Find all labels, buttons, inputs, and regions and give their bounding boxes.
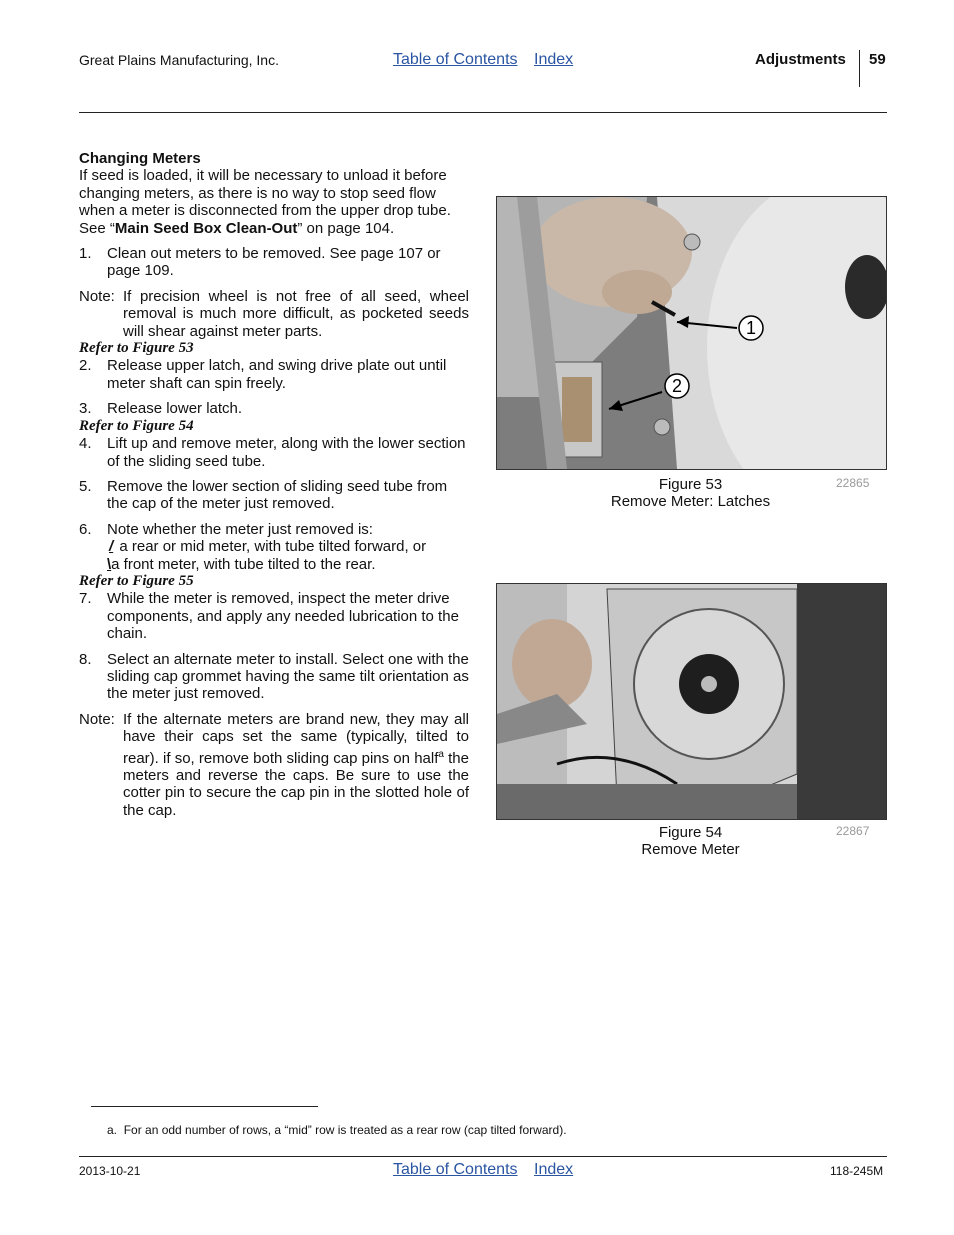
figure-53-caption: Figure 53 Remove Meter: Latches bbox=[610, 476, 771, 510]
tilt-forward-symbol: / bbox=[109, 538, 114, 556]
step-7: 7. While the meter is removed, inspect the meter drive components, and apply any needed lubrication to the chain. bbox=[79, 590, 459, 643]
company-name: Great Plains Manufacturing, Inc. bbox=[79, 52, 279, 68]
tilt-rear-symbol: \ bbox=[107, 555, 112, 573]
step-8: 8. Select an alternate meter to install. Select one with the sliding cap grommet having the same tilt orientation as the meter just removed. bbox=[79, 650, 469, 703]
figure-53-illustration bbox=[497, 197, 886, 469]
toc-link-top[interactable]: Table of Contents bbox=[393, 51, 518, 68]
figure-54-id: 22867 bbox=[836, 824, 870, 838]
footnote: a. For an odd number of rows, a “mid” row is treated as a rear row (cap tilted forward). bbox=[107, 1123, 567, 1137]
step-5: 5. Remove the lower section of sliding seed tube from the cap of the meter just removed. bbox=[79, 477, 448, 513]
section-heading: Changing Meters bbox=[79, 150, 201, 167]
step-3: 3. Release lower latch. bbox=[79, 400, 243, 418]
callout-2: 2 bbox=[671, 376, 683, 396]
index-link-bottom[interactable]: Index bbox=[534, 1161, 574, 1178]
figure-54-illustration bbox=[497, 584, 886, 819]
step-4: 4. Lift up and remove meter, along with the lower section of the sliding seed tube. bbox=[79, 435, 466, 470]
note-1: Note: If precision wheel is not free of all seed, wheel removal is much more difficult, as pocketed seeds will shear against meter parts. bbox=[79, 287, 469, 340]
index-link-top[interactable]: Index bbox=[534, 51, 574, 68]
step-6: 6. Note whether the meter just removed is: / a rear or mid meter, with tube tilted forward, or \a front meter, with tube tilted to the rear. bbox=[79, 520, 427, 573]
figure-53-photo bbox=[496, 196, 887, 470]
footer-date: 2013-10-21 bbox=[79, 1164, 141, 1178]
footnote-marker: a bbox=[438, 748, 444, 760]
step-2: 2. Release upper latch, and swing drive plate out until meter shaft can spin freely. bbox=[79, 357, 447, 392]
figure-54-caption: Figure 54 Remove Meter bbox=[641, 824, 740, 858]
step-1: 1. Clean out meters to be removed. See page 107 or page 109. bbox=[79, 245, 441, 280]
intro-paragraph: If seed is loaded, it will be necessary to unload it before changing meters, as there is no way to stop seed flow when a meter is disconnected from the upper drop tube. See “Main Seed Box Clean-Out” on page 104. bbox=[79, 167, 451, 237]
header-divider bbox=[859, 50, 860, 87]
footnote-rule bbox=[91, 1106, 318, 1107]
toc-link-bottom[interactable]: Table of Contents bbox=[393, 1161, 518, 1178]
refer-figure-55: Refer to Figure 55 bbox=[79, 572, 194, 589]
figure-53-id: 22865 bbox=[836, 476, 870, 490]
refer-figure-54: Refer to Figure 54 bbox=[79, 417, 194, 434]
header-rule bbox=[79, 112, 887, 113]
section-title: Adjustments bbox=[755, 51, 846, 68]
note-2: Note: If the alternate meters are brand new, they may all have their caps set the same (typically, tilted to rear). if so, remove both sliding cap pins on half$^a$ the meters and reverse the caps. Be sure to use the cotter pin to secure the cap pin in the slotted hole of the cap. bbox=[79, 710, 469, 819]
document-number: 118-245M bbox=[830, 1164, 884, 1178]
page-number: 59 bbox=[869, 51, 886, 68]
main-text-column bbox=[79, 150, 469, 819]
callout-1: 1 bbox=[745, 318, 757, 338]
footer-rule bbox=[79, 1156, 887, 1157]
refer-figure-53: Refer to Figure 53 bbox=[79, 340, 194, 357]
cross-reference: Main Seed Box Clean-Out bbox=[114, 219, 298, 237]
figure-54-photo bbox=[496, 583, 887, 820]
